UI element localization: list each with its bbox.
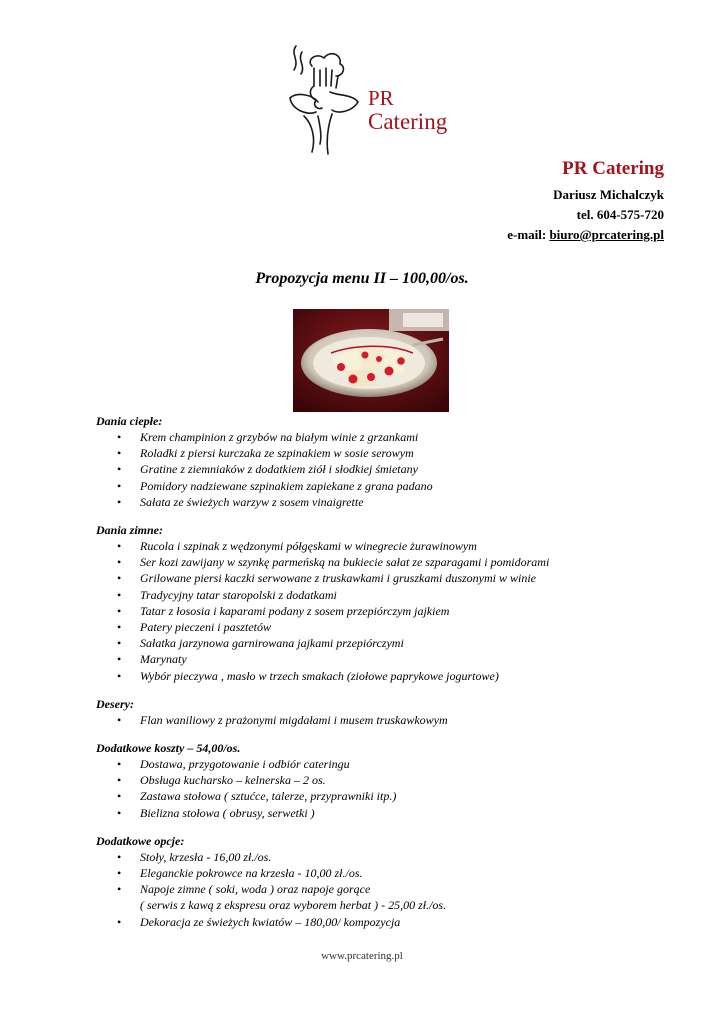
- list-item: • Grilowane piersi kaczki serwowane z truskawkami i gruszkami duszonymi w winie: [96, 570, 656, 586]
- list-item-continuation: ( serwis z kawą z ekspresu oraz wyborem herbat ) - 25,00 zł./os.: [140, 898, 447, 913]
- menu-title: Propozycja menu II – 100,00/os.: [255, 270, 469, 287]
- section-dania-cieple: [96, 413, 656, 510]
- list-item: • Bielizna stołowa ( obrusy, serwetki ): [96, 805, 656, 821]
- contact-email-line: [507, 225, 664, 245]
- list-item: • Tradycyjny tatar staropolski z dodatkami: [96, 587, 656, 603]
- logo-text-pr: PR: [368, 86, 394, 110]
- company-name: PR Catering: [562, 158, 664, 179]
- list-item: • Patery pieczeni i pasztetów: [96, 619, 656, 635]
- list-item: • Gratine z ziemniaków z dodatkiem ziół i słodkiej śmietany: [96, 461, 656, 477]
- section-title: Dodatkowe koszty – 54,00/os.: [96, 741, 241, 756]
- contact-phone: tel. 604-575-720: [576, 207, 664, 222]
- list-item: • Pomidory nadziewane szpinakiem zapiekane z grana padano: [96, 478, 656, 494]
- email-link[interactable]: biuro@prcatering.pl: [549, 227, 664, 242]
- item-list: [96, 712, 656, 728]
- item-list: [96, 429, 656, 510]
- list-item: • Eleganckie pokrowce na krzesła - 10,00 zł./os.: [96, 865, 656, 881]
- section-title: Dania zimne:: [96, 523, 164, 538]
- list-item: • Dostawa, przygotowanie i odbiór cateringu: [96, 756, 656, 772]
- section-title: Dania ciepłe:: [96, 414, 163, 428]
- list-item: • Flan waniliowy z prażonymi migdałami i musem truskawkowym: [96, 712, 656, 728]
- food-photo: [293, 309, 449, 412]
- contact-person: Dariusz Michalczyk: [553, 187, 664, 202]
- contact-block: [507, 158, 664, 245]
- list-item: • Tatar z łososia i kaparami podany z sosem przepiórczym jajkiem: [96, 603, 656, 619]
- item-list: [96, 849, 656, 930]
- item-list: [96, 756, 656, 821]
- list-item: • Krem champinion z grzybów na białym winie z grzankami: [96, 429, 656, 445]
- section-dodatkowe-opcje: [96, 833, 656, 930]
- menu-content: [96, 413, 656, 942]
- list-item: • Ser kozi zawijany w szynkę parmeńską na bukiecie sałat ze szparagami i pomidorami: [96, 554, 656, 570]
- company-logo: [282, 40, 472, 158]
- list-item: • Dekoracja ze świeżych kwiatów – 180,00/ kompozycja: [96, 914, 656, 930]
- list-item: • Rucola i szpinak z wędzonymi półgęskami w winegrecie żurawinowym: [96, 538, 656, 554]
- list-item: [96, 881, 656, 913]
- list-item: • Marynaty: [96, 651, 656, 667]
- list-item: • Stoły, krzesła - 16,00 zł./os.: [96, 849, 656, 865]
- chef-hat-icon: [282, 40, 368, 158]
- list-item: • Sałatka jarzynowa garnirowana jajkami przepiórczymi: [96, 635, 656, 651]
- section-title: Desery:: [96, 696, 134, 711]
- logo-text-catering: Catering: [368, 109, 448, 134]
- email-label: e-mail:: [507, 227, 550, 242]
- section-title: Dodatkowe opcje:: [96, 833, 185, 848]
- list-item: • Wybór pieczywa , masło w trzech smakach (ziołowe paprykowe jogurtowe): [96, 668, 656, 684]
- footer-website[interactable]: www.prcatering.pl: [321, 950, 403, 962]
- list-item: • Obsługa kucharsko – kelnerska – 2 os.: [96, 772, 656, 788]
- list-item: • Sałata ze świeżych warzyw z sosem vinaigrette: [96, 494, 656, 510]
- section-dania-zimne: [96, 522, 656, 684]
- list-item: • Zastawa stołowa ( sztućce, talerze, przyprawniki itp.): [96, 788, 656, 804]
- item-list: [96, 538, 656, 684]
- list-item: • Roladki z piersi kurczaka ze szpinakiem w sosie serowym: [96, 445, 656, 461]
- section-dodatkowe-koszty: [96, 740, 656, 821]
- list-item-text: Napoje zimne ( soki, woda ) oraz napoje gorące: [140, 882, 371, 897]
- section-desery: [96, 696, 656, 728]
